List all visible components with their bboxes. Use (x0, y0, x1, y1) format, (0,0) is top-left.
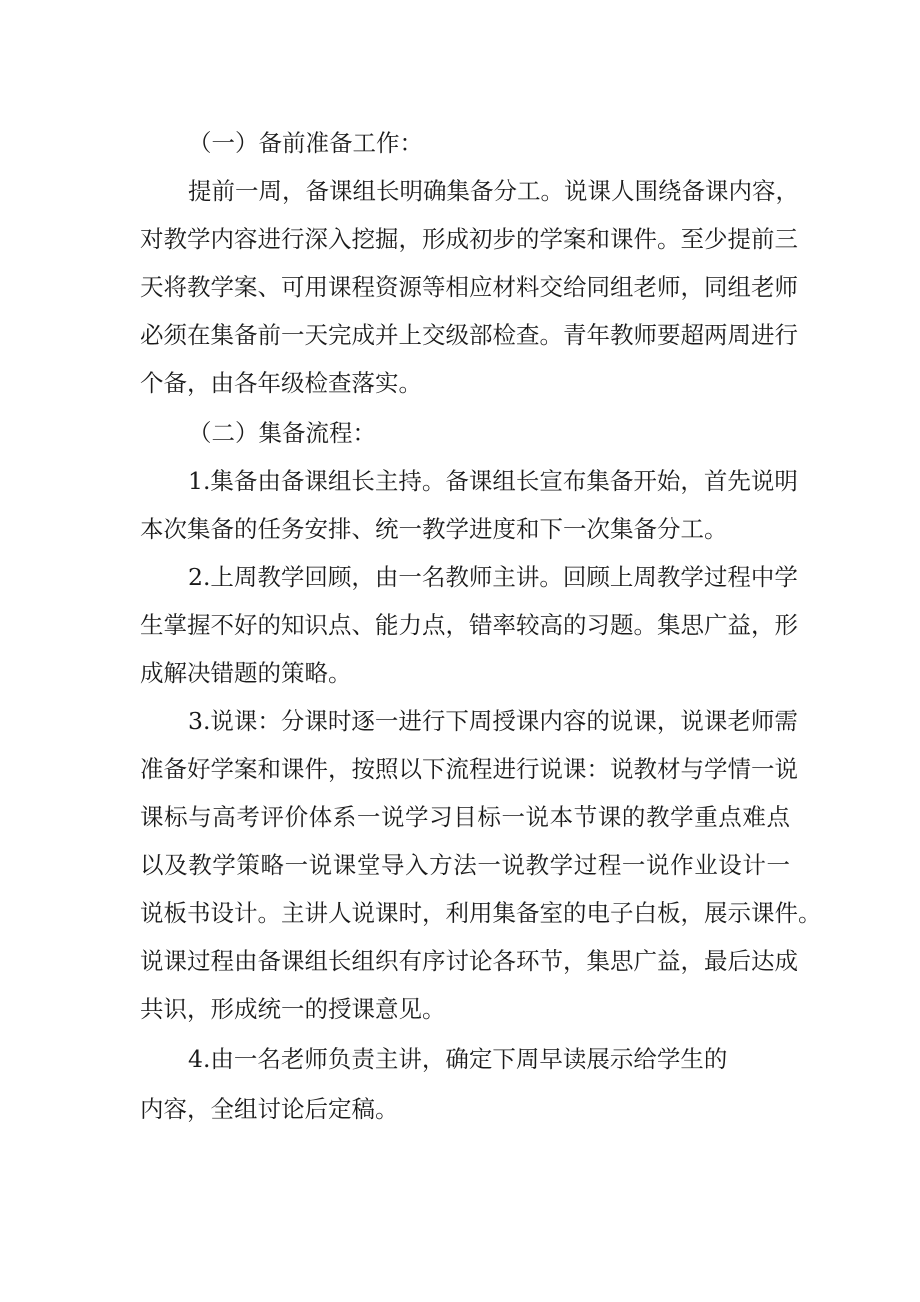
list-item-4-line: 4.由一名老师负责主讲，确定下周早读展示给学生的 (188, 1045, 728, 1073)
section-heading-preparation: （一）备前准备工作： (188, 129, 423, 157)
list-item-1-line: 1.集备由备课组长主持。备课组长宣布集备开始，首先说明 (188, 467, 798, 495)
paragraph-line: 个备，由各年级检查落实。 (140, 369, 422, 397)
list-item-3-line: 共识，形成统一的授课意见。 (140, 995, 446, 1023)
paragraph-line: 对教学内容进行深入挖掘，形成初步的学案和课件。至少提前三 (140, 225, 798, 253)
paragraph-line: 提前一周，备课组长明确集备分工。说课人围绕备课内容， (188, 177, 799, 205)
section-heading-process: （二）集备流程： (188, 419, 376, 447)
list-item-3-line: 准备好学案和课件，按照以下流程进行说课：说教材与学情一说 (140, 755, 798, 783)
list-item-3-line: 说课过程由备课组长组织有序讨论各环节，集思广益，最后达成 (140, 947, 798, 975)
list-item-1-line: 本次集备的任务安排、统一教学进度和下一次集备分工。 (140, 515, 728, 543)
list-item-2-line: 生掌握不好的知识点、能力点，错率较高的习题。集思广益，形 (140, 611, 798, 639)
list-item-2-line: 成解决错题的策略。 (140, 659, 352, 687)
list-item-3-line: 以及教学策略一说课堂导入方法一说教学过程一说作业设计一 (140, 851, 790, 879)
paragraph-line: 必须在集备前一天完成并上交级部检查。青年教师要超两周进行 (140, 321, 798, 349)
paragraph-line: 天将教学案、可用课程资源等相应材料交给同组老师，同组老师 (140, 273, 798, 301)
list-item-3-line: 说板书设计。主讲人说课时，利用集备室的电子白板，展示课件。 (140, 899, 822, 927)
list-item-3-line: 课标与高考评价体系一说学习目标一说本节课的教学重点难点 (140, 803, 790, 831)
list-item-3-line: 3.说课：分课时逐一进行下周授课内容的说课，说课老师需 (188, 707, 798, 735)
list-item-4-line: 内容，全组讨论后定稿。 (140, 1095, 399, 1123)
list-item-2-line: 2.上周教学回顾，由一名教师主讲。回顾上周教学过程中学 (188, 563, 798, 591)
